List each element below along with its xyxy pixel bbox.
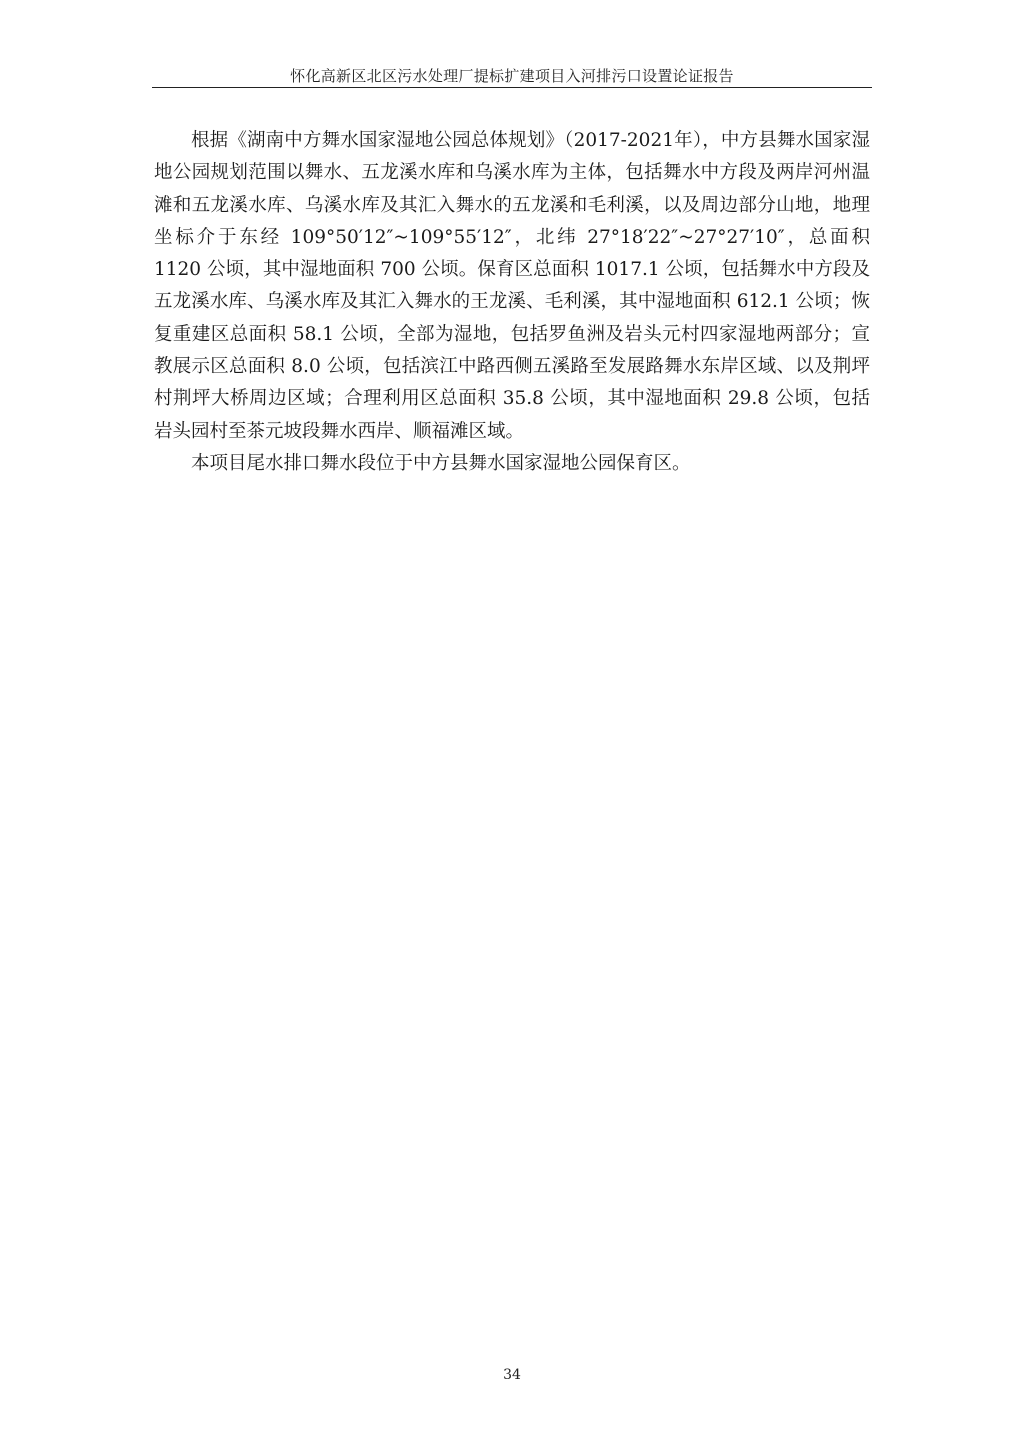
page-header-title: 怀化高新区北区污水处理厂提标扩建项目入河排污口设置论证报告 bbox=[290, 67, 734, 85]
body-text bbox=[154, 125, 870, 480]
page-number: 34 bbox=[503, 1367, 521, 1383]
paragraph-outlet-location: 本项目尾水排口舞水段位于中方县舞水国家湿地公园保育区。 bbox=[191, 452, 691, 474]
paragraph-wetland-plan: 根据《湖南中方舞水国家湿地公园总体规划》（2017-2021年），中方县舞水国家湿地公园规划范围以舞水、五龙溪水库和乌溪水库为主体，包括舞水中方段及两岸河州温滩和五龙溪水库、乌溪水库及其汇入舞水的五龙溪和毛利溪，以及周边部分山地，地理坐标介于东经 109°50′12″~109°55′12″，北纬 27°18′22″~27°27′10″，总面积 1120 公顷，其中湿地面积 700 公顷。保育区总面积 1017.1 公顷，包括舞水中方段及五龙溪水库、乌溪水库及其汇入舞水的王龙溪、毛利溪，其中湿地面积 612.1 公顷；恢复重建区总面积 58.1 公顷，全部为湿地，包括罗鱼洲及岩头元村四家湿地两部分；宣教展示区总面积 8.0 公顷，包括滨江中路西侧五溪路至发展路舞水东岸区域、以及荆坪村荆坪大桥周边区域；合理利用区总面积 35.8 公顷，其中湿地面积 29.8 公顷，包括岩头园村至茶元坡段舞水西岸、顺福滩区域。 bbox=[154, 130, 870, 442]
header-divider bbox=[152, 87, 872, 88]
